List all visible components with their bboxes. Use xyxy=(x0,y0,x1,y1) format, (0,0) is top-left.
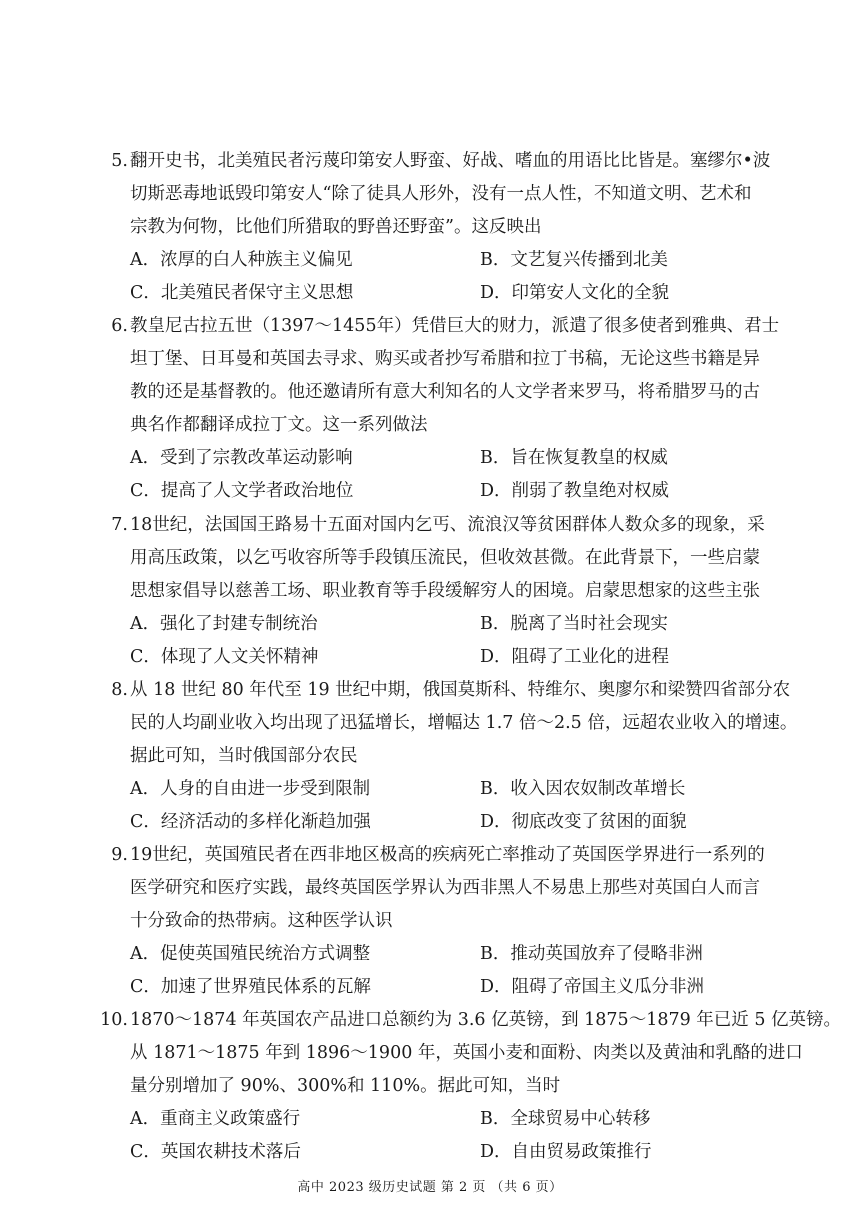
question-number: 8. xyxy=(111,680,128,700)
option-d: D．阻碍了帝国主义瓜分非洲 xyxy=(480,977,705,997)
option-a: A．促使英国殖民统治方式调整 xyxy=(130,944,371,964)
question-text-line: 量分别增加了 90%、300%和 110%。据此可知，当时 xyxy=(130,1076,561,1096)
option-b: B．旨在恢复教皇的权威 xyxy=(480,448,668,468)
option-c: C．经济活动的多样化渐趋加强 xyxy=(130,812,371,832)
question-text-line: 思想家倡导以慈善工场、职业教育等手段缓解穷人的困境。启蒙思想家的这些主张 xyxy=(130,581,760,601)
question-text-line: 宗教为何物，比他们所猎取的野兽还野蛮”。这反映出 xyxy=(130,217,542,237)
option-d: D．削弱了教皇绝对权威 xyxy=(480,481,670,501)
option-a: A．重商主义政策盛行 xyxy=(130,1109,301,1129)
option-c: C．提高了人文学者政治地位 xyxy=(130,481,354,501)
question-text-line: 19世纪，英国殖民者在西非地区极高的疾病死亡率推动了英国医学界进行一系列的 xyxy=(130,845,765,865)
question-number: 5. xyxy=(111,151,128,171)
option-a: A．人身的自由进一步受到限制 xyxy=(130,779,371,799)
option-a: A．浓厚的白人种族主义偏见 xyxy=(130,250,353,270)
option-d: D．自由贸易政策推行 xyxy=(480,1142,652,1162)
option-d: D．阻碍了工业化的进程 xyxy=(480,647,670,667)
question-number: 7. xyxy=(111,515,128,535)
option-c: C．加速了世界殖民体系的瓦解 xyxy=(130,977,371,997)
question-text-line: 18世纪，法国国王路易十五面对国内乞丐、流浪汉等贫困群体人数众多的现象，采 xyxy=(130,515,765,535)
question-text-line: 民的人均副业收入均出现了迅猛增长，增幅达 1.7 倍～2.5 倍，远超农业收入的增速。 xyxy=(130,713,798,733)
question-number: 6. xyxy=(111,316,128,336)
question-text-line: 教的还是基督教的。他还邀请所有意大利知名的人文学者来罗马，将希腊罗马的古 xyxy=(130,382,760,402)
question-text-line: 坦丁堡、日耳曼和英国去寻求、购买或者抄写希腊和拉丁书稿，无论这些书籍是异 xyxy=(130,349,760,369)
option-c: C．北美殖民者保守主义思想 xyxy=(130,283,354,303)
option-b: B．全球贸易中心转移 xyxy=(480,1109,651,1129)
question-text-line: 用高压政策，以乞丐收容所等手段镇压流民，但收效甚微。在此背景下，一些启蒙 xyxy=(130,548,760,568)
question-text-line: 典名作都翻译成拉丁文。这一系列做法 xyxy=(130,415,428,435)
page-footer: 高中 2023 级历史试题 第 2 页 （共 6 页） xyxy=(297,1180,563,1195)
option-b: B．文艺复兴传播到北美 xyxy=(480,250,668,270)
question-text-line: 医学研究和医疗实践，最终英国医学界认为西非黑人不易患上那些对英国白人而言 xyxy=(130,878,760,898)
question-text-line: 据此可知，当时俄国部分农民 xyxy=(130,746,358,766)
option-a: A．强化了封建专制统治 xyxy=(130,614,318,634)
question-text-line: 1870～1874 年英国农产品进口总额约为 3.6 亿英镑，到 1875～1879 年已近 5 亿英镑。 xyxy=(130,1010,842,1030)
option-b: B．收入因农奴制改革增长 xyxy=(480,779,686,799)
option-d: D．印第安人文化的全貌 xyxy=(480,283,670,303)
question-text-line: 从 18 世纪 80 年代至 19 世纪中期，俄国莫斯科、特维尔、奥廖尔和梁赞四省部分农 xyxy=(130,680,791,700)
question-number: 9. xyxy=(111,845,128,865)
question-text-line: 从 1871～1875 年到 1896～1900 年，英国小麦和面粉、肉类以及黄油和乳酪的进口 xyxy=(130,1043,803,1063)
option-d: D．彻底改变了贫困的面貌 xyxy=(480,812,687,832)
option-c: C．体现了人文关怀精神 xyxy=(130,647,319,667)
option-b: B．推动英国放弃了侵略非洲 xyxy=(480,944,703,964)
option-b: B．脱离了当时社会现实 xyxy=(480,614,668,634)
question-text-line: 翻开史书，北美殖民者污蔑印第安人野蛮、好战、嗜血的用语比比皆是。塞缪尔•波 xyxy=(130,151,771,171)
option-c: C．英国农耕技术落后 xyxy=(130,1142,301,1162)
question-text-line: 教皇尼古拉五世（1397～1455年）凭借巨大的财力，派遣了很多使者到雅典、君士 xyxy=(130,316,780,336)
question-text-line: 切斯恶毒地诋毁印第安人“除了徒具人形外，没有一点人性，不知道文明、艺术和 xyxy=(130,184,752,204)
option-a: A．受到了宗教改革运动影响 xyxy=(130,448,353,468)
question-text-line: 十分致命的热带病。这种医学认识 xyxy=(130,911,393,931)
question-number: 10. xyxy=(100,1010,128,1030)
